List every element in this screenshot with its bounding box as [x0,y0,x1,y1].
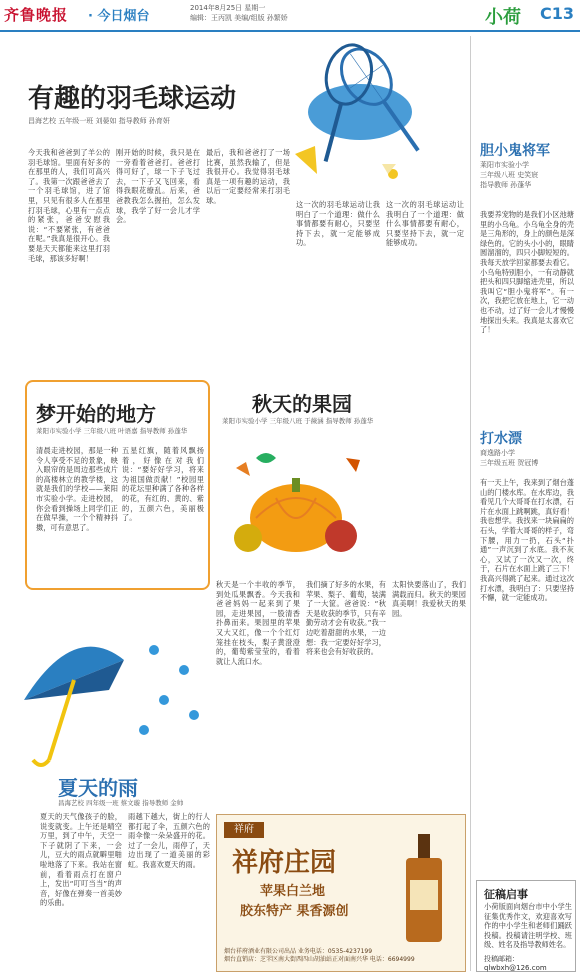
autumn-col-3: 太阳快要落山了，我们满载而归。秋天的果园真美啊！我爱秋天的果园。 [392,580,466,618]
badminton-col-4: 这一次的羽毛球运动让我明白了一个道理：做什么事情都要有耐心，只要坚持下去，就一定能够成功。 [296,200,380,248]
ad-contact: 烟台祥府酒业有限公司出品 业务电话：0535-4237199 烟台直销店：芝罘区南大街西四山胡油站正对面南兴华 电话：6694999 [224,948,415,963]
call-for-submissions-text: 小荷版面向烟台市中小学生征集优秀作文，欢迎喜欢写作的中小学生和老师们踊跃投稿。投稿请注明学校、班级、姓名及指导教师姓名。 [484,902,572,950]
header-meta [190,3,288,23]
dream-col-2: 五星红旗，随着风飘扬着，好像在对我们说：“要好好学习，将来为祖国做贡献！”校园里的花坛里种满了各种各样的花，有红的、黄的、紫的，五颜六色，美丽极了。 [122,446,204,523]
badminton-col-3: 最后，我和爸爸打了一场比赛，虽然我输了，但是我很开心。我觉得羽毛球真是一项有趣的运动，我以后一定要经常来打羽毛球。 [206,148,290,205]
coward-general-text: 我要养宠物的是我们小区池塘里的小乌龟。小乌龟全身的壳是三角形的，身上的颜色是深绿色的。它的头小小的，眼睛圆溜溜的，四只小脚短短的。我每天放学回家都要去看它。小乌龟特别胆小，一有动静就把头和四只脚缩进壳里，所以我叫它“胆小鬼将军”。有一次，我把它放在地上，它一动也不动，过了好一会儿才慢慢地探出头来。我真是太喜欢它了！ [480,210,574,335]
page-number: C13 [540,4,575,23]
editors-line: 编辑：王丙凯 美编/组版 孙繁娇 [190,14,288,22]
ad-slogan-1: 苹果白兰地 [260,884,326,899]
rain-title: 夏天的雨 [58,776,138,800]
autumn-title: 秋天的果园 [252,392,352,416]
section-name: 小荷 [485,7,521,28]
right-column-divider [470,36,471,971]
skipping-stones-text: 有一天上午，我来到了烟台蓬山的门楼水库。在水库边，我看见几个大哥哥在打水漂，石片在水面上跳啊跳，真好看！我也想学。我找来一块扁扁的石头，学着大哥哥的样子，弯下腰，用力一扔，石头“扑通”一声沉到了水底。我不灰心，又试了一次又一次，终于，石片在水面上跳了三下！我高兴得跳了起来。通过这次打水漂，我明白了：只要坚持不懈，就一定能成功。 [480,478,574,603]
newspaper-logo: 齐鲁晚报 [4,6,69,24]
ad-title: 祥府庄园 [232,848,337,878]
badminton-col-2: 刚开始的时候，我只是在一旁看着爸爸打。爸爸打得可好了，球一下子飞过去，一下子又飞回来，看得我眼花缭乱。后来，爸爸教我怎么握拍，怎么发球，我学了好一会儿才学会。 [116,148,200,225]
autumn-col-1: 秋天是一个丰收的季节，到处瓜果飘香。今天我和爸爸妈妈一起来到了果园，走进果园，一股清香扑鼻而来。果园里的苹果又大又红，像一个个红灯笼挂在枝头，梨子黄澄澄的，葡萄紫莹莹的，看着就让人流口水。 [216,580,300,666]
submission-email: 投稿邮箱：qlwbxh@126.com [484,955,547,972]
date-line: 2014年8月25日 星期一 [190,4,266,12]
rain-col-1: 夏天的天气像孩子的脸，说变就变。上午还是晴空万里，到了中午，天空一下子就阴了下来，一会儿，豆大的雨点就噼里啪啦地落了下来。我站在窗前，看着雨点打在窗户上，发出“叮叮当当”的声音，好像在弹奏一首美妙的乐曲。 [40,812,122,908]
badminton-col-1: 今天我和爸爸到了羊公的羽毛球馆。里面有好多的在那里的人，我们可高兴了。我第一次跟爸爸去了一个羽毛球馆，进了馆里，只见有很多人在那里打羽毛球，心里有一点点的紧张，爸爸安慰我说：“不要紧张，有爸爸在呢。”我真是很开心。我要是天天都能来这里打羽毛球，那该多好啊！ [28,148,110,263]
dream-col-1: 清晨走进校园，那是一种令人享受不足的景象，映入眼帘的是周边那些成片的高楼林立的教学楼，这就是我们的学校——莱阳市实验小学。走进校园，你会看到操场上同学们正在做早操，一个个精神抖擞，可有意思了。 [36,446,118,532]
dream-byline: 莱阳市实验小学 三年级八班 叶语嘉 指导教师 孙蓬华 [36,427,188,435]
umbrella-rain-illustration [14,620,214,790]
autumn-col-2: 我们摘了好多的水果，有苹果、梨子、葡萄，装满了一大筐。爸爸说：“秋天是收获的季节，只有辛勤劳动才会有收获。”我一边吃着甜甜的水果，一边想：我一定要好好学习，将来也会有好收获的。 [306,580,386,657]
ad-slogan-2: 胶东特产 果香源创 [240,904,349,919]
edition-name: · 今日烟台 [88,9,150,24]
call-for-submissions-title: 征稿启事 [484,888,528,901]
dream-title: 梦开始的地方 [36,402,156,426]
article-title-skipping-stones: 打水漂 [480,431,522,447]
badminton-col-5: 这一次的羽毛球运动让我明白了一个道理：做什么事情都要有耐心，只要坚持下去，就一定能够成功。 [386,200,464,248]
ad-brand-logo: 祥府 [224,822,264,838]
coward-general-byline: 莱阳市实验小学 三年级八班 史笑宸 指导教师 孙蓬华 [480,161,539,189]
autumn-fruit-illustration [216,438,376,568]
brandy-bottle-image [400,834,450,944]
rain-col-2: 雨越下越大，街上的行人都打起了伞，五颜六色的雨伞像一朵朵盛开的花。过了一会儿，雨停了，天边出现了一道美丽的彩虹。我喜欢夏天的雨。 [128,812,210,869]
autumn-byline: 莱阳市实验小学 三年级八班 于薇涵 指导教师 孙蓬华 [222,417,374,425]
badminton-title: 有趣的羽毛球运动 [28,84,237,114]
skipping-stones-byline: 商逸路小学 三年级五班 贺冠博 [480,449,539,467]
badminton-byline: 昌海艺校 五年级一班 刘晏如 指导教师 孙育妍 [28,117,170,125]
rain-byline: 昌海艺校 四年级一班 蔡文璇 指导教师 金帅 [58,799,184,807]
article-title-coward-general: 胆小鬼将军 [480,143,550,159]
